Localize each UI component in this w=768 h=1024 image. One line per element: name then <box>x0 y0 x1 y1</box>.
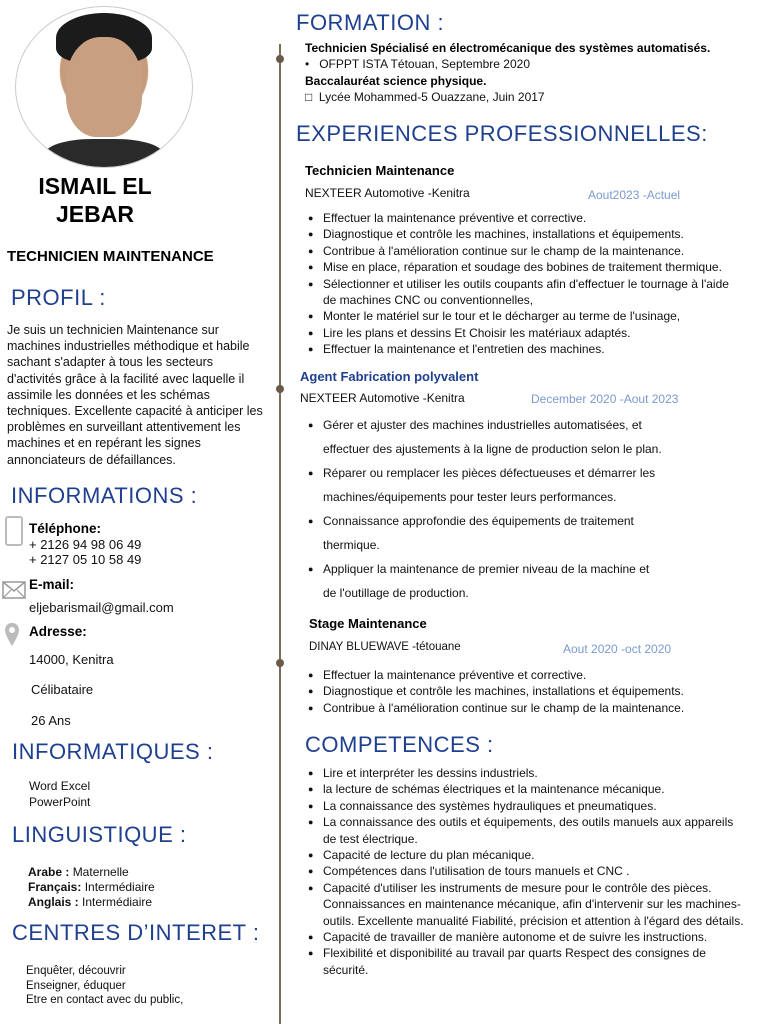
list-item: ● La connaissance des systèmes hydrauliques et pneumatiques. <box>305 798 745 814</box>
address-label: Adresse: <box>29 624 87 639</box>
list-item: ● Gérer et ajuster des machines industrielles automatisées, et effectuer des ajustements à la ligne de production selon le plan. <box>305 413 665 461</box>
list-item: ● Mise en place, réparation et soudage des bobines de traitement thermique. <box>305 259 745 275</box>
phone-1: + 2126 94 98 06 49 <box>29 537 142 552</box>
language-level: Intermédiaire <box>82 895 153 909</box>
timeline-line <box>279 44 281 1024</box>
list-item: ● Effectuer la maintenance et l'entretien des machines. <box>305 341 745 357</box>
age: 26 Ans <box>31 713 71 728</box>
formation-1-title: Technicien Spécialisé en électromécanique des systèmes automatisés. <box>305 41 711 55</box>
list-item: ● Sélectionner et utiliser les outils coupants afin d'effectuer le tournage à l'aide de machines CNC ou conventionnelles, <box>305 276 745 309</box>
competences-heading: COMPETENCES : <box>305 732 494 757</box>
mail-icon <box>2 579 26 601</box>
job-title: TECHNICIEN MAINTENANCE <box>7 248 214 265</box>
formation-2-school: □ Lycée Mohammed-5 Ouazzane, Juin 2017 <box>305 90 545 104</box>
list-item: ● Réparer ou remplacer les pièces défectueuses et démarrer les machines/équipements pour tester leurs performances. <box>305 461 665 509</box>
list-item: ● Lire et interpréter les dessins industriels. <box>305 765 745 781</box>
list-item: ● Appliquer la maintenance de premier niveau de la machine et de l'outillage de production. <box>305 557 665 605</box>
email-value: eljebarismail@gmail.com <box>29 600 174 615</box>
interets-heading: CENTRES D’INTERET : <box>12 920 260 945</box>
informatiques-item-1: Word Excel <box>29 779 91 793</box>
interets-list <box>26 964 183 1008</box>
linguistique-heading: LINGUISTIQUE : <box>12 822 187 847</box>
profil-text: Je suis un technicien Maintenance sur machines industrielles méthodique et habile sachant s'adapter à tous les secteurs d'activités grâce à la facilité avec laquelle il assimile les données et les schémas techniques. Excellente capacité à anticiper les problèmes en surveillant attentivement les machines et en repérant les signes annonciateurs de défaillances. <box>7 323 263 467</box>
language-level: Maternelle <box>72 865 129 879</box>
profile-photo <box>15 6 193 168</box>
interet-item: Etre en contact avec du public, <box>26 994 184 1006</box>
formation-2-title: Baccalauréat science physique. <box>305 74 487 88</box>
informatiques-heading: INFORMATIQUES : <box>12 739 214 764</box>
phone-label: Téléphone: <box>29 521 102 536</box>
language-row <box>28 865 155 880</box>
list-item: ● Capacité de travailler de manière autonome et de suivre les instructions. <box>305 929 745 945</box>
language-name: Arabe : <box>28 865 70 879</box>
list-item: ● Lire les plans et dessins Et Choisir les matériaux adaptés. <box>305 325 745 341</box>
list-item: ● Contribue à l'amélioration continue sur le champ de la maintenance. <box>305 700 745 716</box>
list-item: ● Capacité d'utiliser les instruments de mesure pour le contrôle des pièces. Connaissances en maintenance mécanique, afin d'intervenir sur les machines-outils. Excellente manualité Fiabilité, précision et attention à l'égard des détails. <box>305 880 745 929</box>
languages-list <box>28 865 155 910</box>
interet-item: Enseigner, éduquer <box>26 979 126 992</box>
list-item: ● Diagnostique et contrôle les machines, installations et équipements. <box>305 683 745 699</box>
exp-3-title: Stage Maintenance <box>309 616 427 631</box>
exp-2-date: December 2020 -Aout 2023 <box>531 392 679 406</box>
list-item: ● Monter le matériel sur le tour et le décharger au terme de l'usinage, <box>305 308 745 324</box>
exp-1-list <box>305 210 745 358</box>
exp-1-company: NEXTEER Automotive -Kenitra <box>305 186 470 200</box>
exp-3-list <box>305 667 745 716</box>
formation-1-school: • OFPPT ISTA Tétouan, Septembre 2020 <box>305 57 530 71</box>
exp-2-company: NEXTEER Automotive -Kenitra <box>300 391 465 405</box>
profil-heading: PROFIL : <box>11 285 106 310</box>
list-item: ● Compétences dans l'utilisation de tours manuels et CNC . <box>305 863 745 879</box>
list-item: ● Connaissance approfondie des équipements de traitement thermique. <box>305 509 665 557</box>
exp-3-date: Aout 2020 -oct 2020 <box>563 642 672 656</box>
language-level: Intermédiaire <box>84 880 155 894</box>
timeline-dot <box>276 659 284 667</box>
list-item: ● Contribue à l'amélioration continue sur le champ de la maintenance. <box>305 243 745 259</box>
email-label: E-mail: <box>29 577 75 592</box>
list-item: ● la lecture de schémas électriques et la maintenance mécanique. <box>305 781 745 797</box>
language-name: Anglais : <box>28 895 79 909</box>
competences-list <box>305 765 745 978</box>
exp-1-date: Aout2023 -Actuel <box>588 188 681 202</box>
phone-2: + 2127 05 10 58 49 <box>29 552 142 567</box>
experiences-heading: EXPERIENCES PROFESSIONNELLES: <box>296 121 708 146</box>
list-item: ● La connaissance des outils et équipements, des outils manuels aux appareils de test électrique. <box>305 814 745 847</box>
exp-3-company: DINAY BLUEWAVE -tétouane <box>309 641 461 653</box>
list-item: ● Effectuer la maintenance préventive et corrective. <box>305 667 745 683</box>
informations-heading: INFORMATIONS : <box>11 483 198 508</box>
exp-1-title: Technicien Maintenance <box>305 163 455 178</box>
language-row <box>28 895 155 910</box>
timeline-dot <box>276 385 284 393</box>
language-row <box>28 880 155 895</box>
list-item: ● Diagnostique et contrôle les machines, installations et équipements. <box>305 226 745 242</box>
timeline-dot <box>276 55 284 63</box>
informatiques-item-2: PowerPoint <box>29 795 91 809</box>
address-value: 14000, Kenitra <box>29 652 114 667</box>
marital-status: Célibataire <box>31 682 94 697</box>
exp-2-title: Agent Fabrication polyvalent <box>300 369 479 384</box>
candidate-name: ISMAIL EL JEBAR <box>38 173 152 227</box>
list-item: ● Effectuer la maintenance préventive et corrective. <box>305 210 745 226</box>
list-item: ● Capacité de lecture du plan mécanique. <box>305 847 745 863</box>
phone-icon <box>5 516 23 546</box>
language-name: Français: <box>28 880 82 894</box>
list-item: ● Flexibilité et disponibilité au travail par quarts Respect des consignes de sécurité. <box>305 945 745 978</box>
location-pin-icon <box>4 622 20 648</box>
formation-heading: FORMATION : <box>296 10 445 35</box>
interet-item: Enquêter, découvrir <box>26 965 126 977</box>
exp-2-list <box>305 413 665 605</box>
